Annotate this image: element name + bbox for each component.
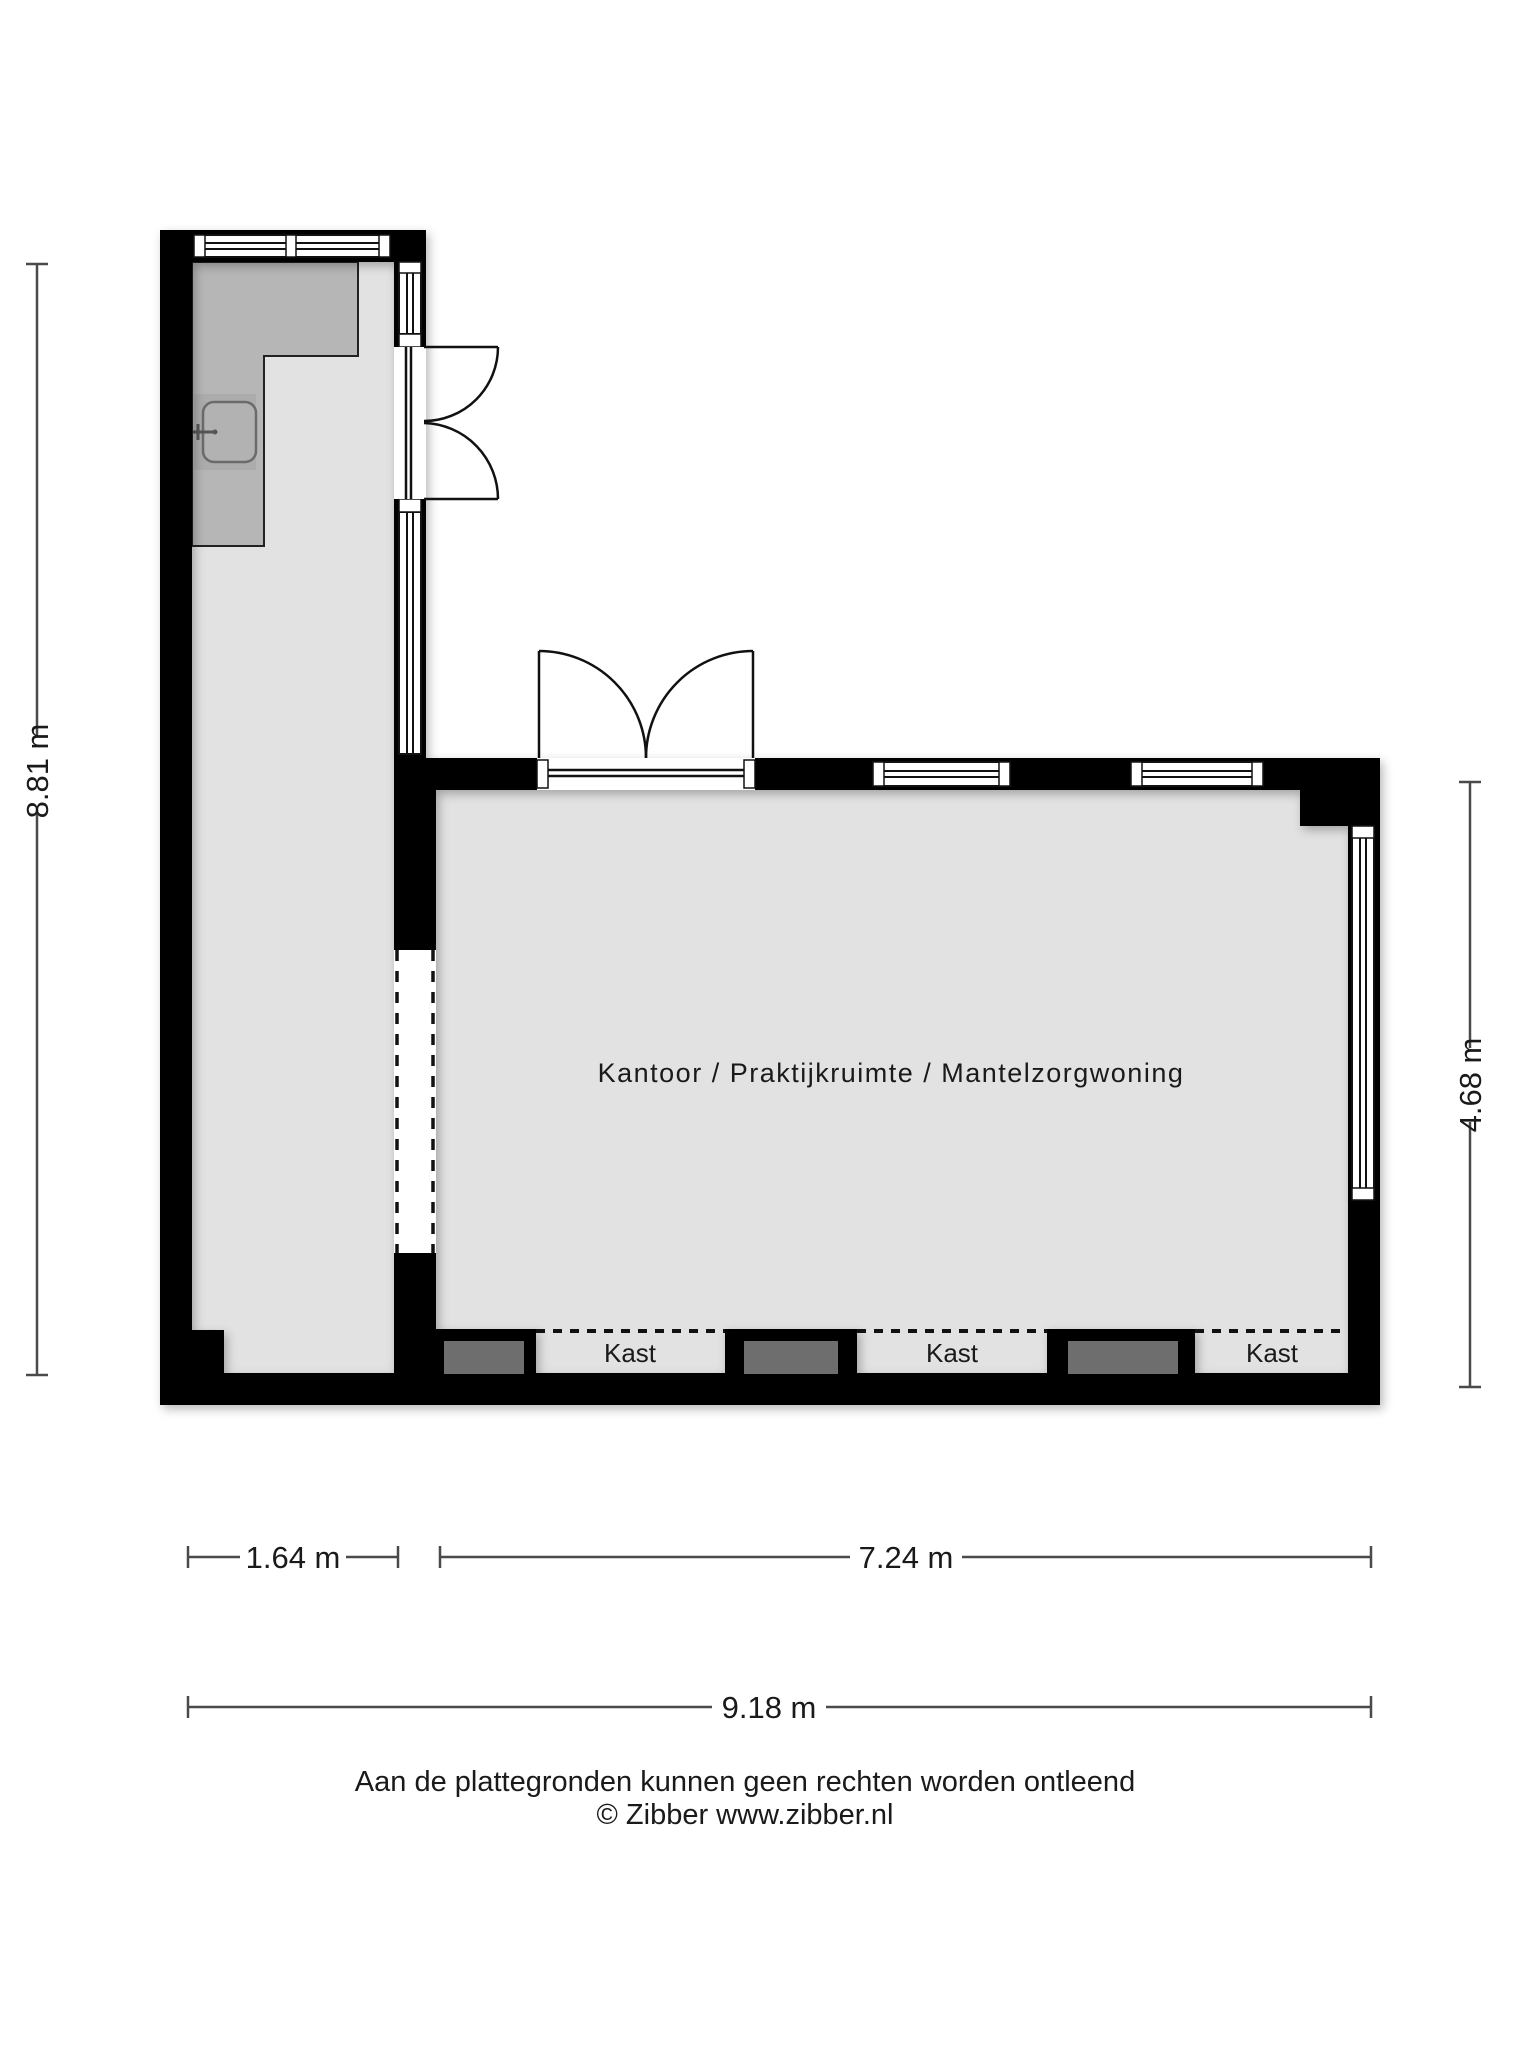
window-room-top-a (873, 762, 1010, 786)
closet-label-2: Kast (925, 1338, 979, 1368)
window-room-top-b (1131, 762, 1263, 786)
door-opening (537, 758, 755, 790)
footer-copyright: © Zibber www.zibber.nl (596, 1799, 894, 1831)
closet-label-3: Kast (1245, 1338, 1299, 1368)
window-strip-top (194, 235, 390, 257)
door-strip-right (394, 347, 498, 499)
window-strip-right-upper (399, 262, 421, 347)
dimension-label-total-width: 9.18 m (721, 1690, 817, 1725)
door-swing-left (539, 651, 646, 758)
footer-disclaimer: Aan de plattegronden kunnen geen rechten worden ontleend (354, 1766, 1136, 1798)
pier-2 (744, 1341, 838, 1374)
window-strip-right-lower (399, 499, 421, 754)
floors (192, 260, 1348, 1374)
door-room-top (537, 651, 755, 790)
dimension-label-left: 8.81 m (20, 723, 55, 819)
wall-left (160, 230, 192, 1405)
door-swing-upper (424, 347, 498, 421)
dimension-label-room-width: 7.24 m (858, 1540, 954, 1575)
dimension-left (26, 264, 48, 1375)
pier-1 (444, 1341, 524, 1374)
window-room-right (1352, 826, 1374, 1200)
closet-label-1: Kast (603, 1338, 657, 1368)
wall-bottom (160, 1373, 1380, 1405)
pier-3 (1068, 1341, 1178, 1374)
dimension-label-strip-width: 1.64 m (245, 1540, 341, 1575)
door-swing-right (646, 651, 753, 758)
dimension-label-right: 4.68 m (1453, 1037, 1488, 1133)
room-label: Kantoor / Praktijkruimte / Mantelzorgwoning (597, 1058, 1185, 1088)
divider-passage (394, 950, 436, 1253)
door-swing-lower (424, 423, 498, 499)
wall-notch-sw (192, 1330, 224, 1375)
